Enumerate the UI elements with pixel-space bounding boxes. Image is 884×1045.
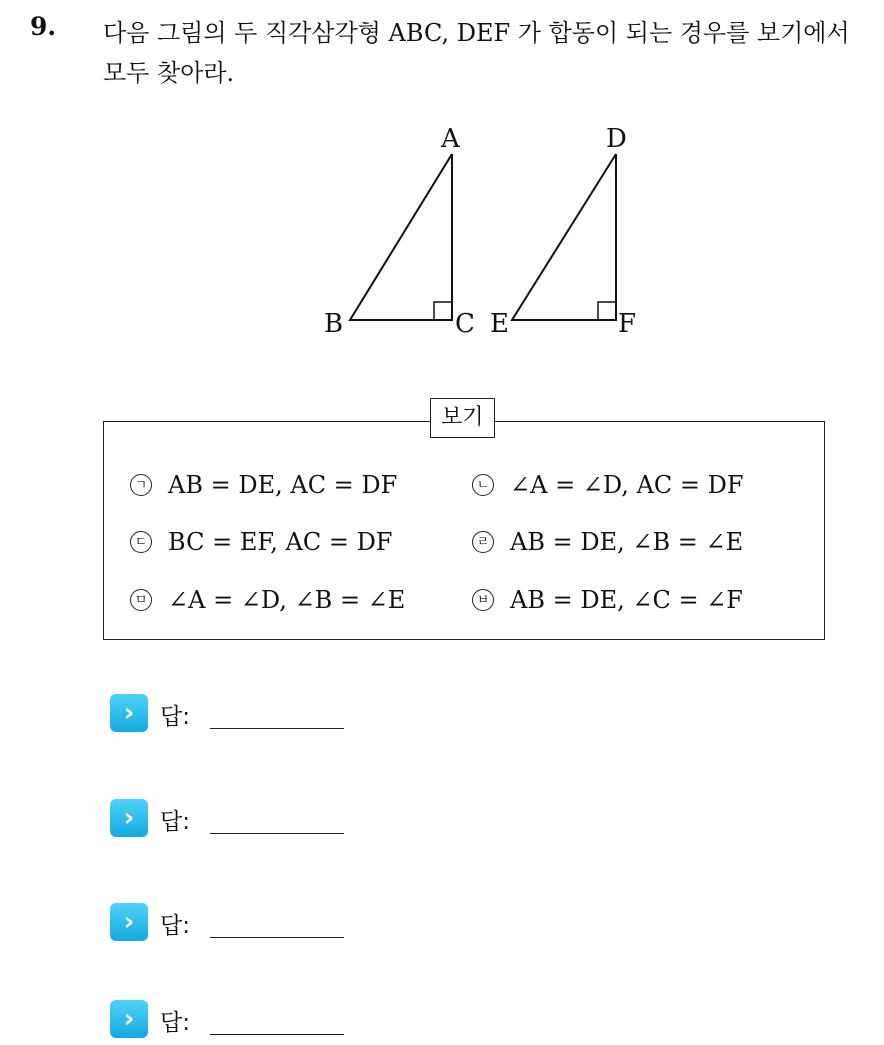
item-expression: AB = DE, ∠B = ∠E xyxy=(510,528,744,556)
bogi-item xyxy=(130,585,405,615)
chevron-right-icon: › xyxy=(110,903,148,941)
item-expression: AB = DE, AC = DF xyxy=(168,471,398,499)
triangles-figure xyxy=(300,118,660,348)
bogi-item xyxy=(472,527,743,557)
answer-row xyxy=(110,799,344,837)
question-number: 9. xyxy=(30,12,57,41)
item-marker: ㄱ xyxy=(130,474,152,496)
answer-row xyxy=(110,694,344,732)
bogi-item xyxy=(130,527,392,557)
item-expression: ∠A = ∠D, AC = DF xyxy=(510,471,744,499)
item-marker: ㄹ xyxy=(472,531,494,553)
bogi-title: 보기 xyxy=(430,398,495,438)
bogi-item xyxy=(472,470,744,500)
vertex-e: E xyxy=(490,309,509,339)
triangle-abc xyxy=(350,154,452,320)
item-marker: ㅂ xyxy=(472,589,494,611)
answer-label: 답: xyxy=(160,1010,190,1036)
chevron-right-icon: › xyxy=(110,1000,148,1038)
right-angle-f xyxy=(598,302,616,320)
right-angle-c xyxy=(434,302,452,320)
answer-field[interactable] xyxy=(210,903,344,938)
chevron-right-icon: › xyxy=(110,799,148,837)
answer-field[interactable] xyxy=(210,694,344,729)
bogi-item xyxy=(130,470,397,500)
answer-label: 답: xyxy=(160,913,190,939)
vertex-f: F xyxy=(618,309,637,339)
item-marker: ㄴ xyxy=(472,474,494,496)
bogi-item xyxy=(472,585,743,615)
vertex-c: C xyxy=(455,309,475,339)
answer-row xyxy=(110,903,344,941)
answer-field[interactable] xyxy=(210,1000,344,1035)
answer-label: 답: xyxy=(160,704,190,730)
answer-label: 답: xyxy=(160,809,190,835)
vertex-d: D xyxy=(606,124,627,154)
answer-field[interactable] xyxy=(210,799,344,834)
triangle-def xyxy=(512,154,616,320)
vertex-b: B xyxy=(324,309,344,339)
chevron-right-icon: › xyxy=(110,694,148,732)
item-marker: ㄷ xyxy=(130,531,152,553)
vertex-a: A xyxy=(441,124,460,154)
item-expression: BC = EF, AC = DF xyxy=(168,528,393,556)
answer-row xyxy=(110,1000,344,1038)
item-marker: ㅁ xyxy=(130,589,152,611)
item-expression: ∠A = ∠D, ∠B = ∠E xyxy=(168,586,406,614)
item-expression: AB = DE, ∠C = ∠F xyxy=(510,586,743,614)
question-text: 다음 그림의 두 직각삼각형 ABC, DEF 가 합동이 되는 경우를 보기에서 모두 찾아라. xyxy=(103,19,850,87)
